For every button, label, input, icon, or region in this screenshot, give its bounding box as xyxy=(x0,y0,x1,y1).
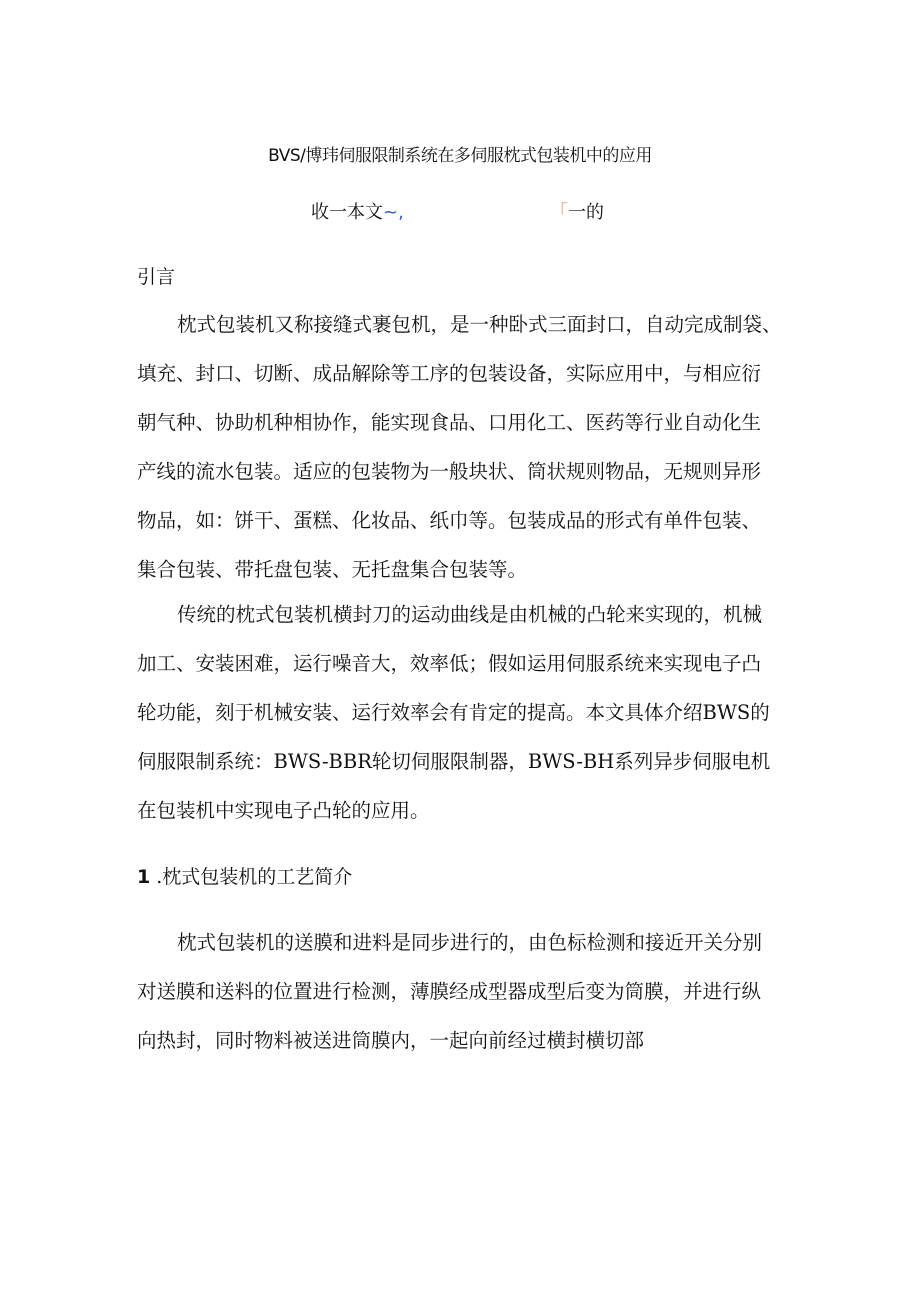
paragraph-line: 物品，如：饼干、蛋糕、化妆品、纸巾等。包装成品的形式有单件包装、 xyxy=(137,509,762,532)
section-1-paragraph xyxy=(137,918,787,1065)
document-title: BVS/博玮伺服限制系统在多伺服枕式包装机中的应用 xyxy=(268,146,652,166)
paragraph-line: 填充、封口、切断、成品解除等工序的包装设备，实际应用中，与相应衍 xyxy=(137,362,762,385)
section-1-number: 1 xyxy=(137,866,151,888)
section-1-title: .枕式包装机的工艺简介 xyxy=(156,866,353,888)
paragraph-line: 产线的流水包装。适应的包装物为一般块状、筒状规则物品，无规则异形 xyxy=(137,460,762,483)
intro-paragraph-1 xyxy=(137,300,787,594)
subtitle-left xyxy=(311,198,404,224)
intro-heading: 引言 xyxy=(137,266,176,288)
subtitle-right-bracket: 「 xyxy=(550,202,568,223)
intro-paragraph-2 xyxy=(137,590,787,835)
paragraph-line: 轮功能，刻于机械安装、运行效率会有肯定的提高。本文具体介绍BWS的 xyxy=(137,701,770,724)
subtitle-right-text: 一的 xyxy=(568,202,604,223)
paragraph-line: 传统的枕式包装机横封刀的运动曲线是由机械的凸轮来实现的，机械 xyxy=(177,603,763,626)
section-1-heading xyxy=(137,862,352,889)
paragraph-line: 枕式包装机的送膜和进料是同步进行的，由色标检测和接近开关分别 xyxy=(177,931,763,954)
paragraph-line: 伺服限制系统：BWS-BBR轮切伺服限制器，BWS-BH系列异步伺服电机 xyxy=(137,750,771,773)
paragraph-line: 加工、安装困难，运行噪音大，效率低；假如运用伺服系统来实现电子凸 xyxy=(137,652,762,675)
paragraph-line: 枕式包装机又称接缝式裹包机，是一种卧式三面封口，自动完成制袋、 xyxy=(177,313,782,336)
paragraph-line: 向热封，同时物料被送进筒膜内，一起向前经过横封横切部 xyxy=(137,1029,645,1052)
subtitle-right xyxy=(550,198,604,224)
paragraph-line: 朝气种、协助机种相协作，能实现食品、口用化工、医药等行业自动化生 xyxy=(137,411,762,434)
subtitle-left-mark: ~, xyxy=(383,202,404,223)
subtitle-left-text: 收一本文 xyxy=(311,202,383,223)
paragraph-line: 集合包装、带托盘包装、无托盘集合包装等。 xyxy=(137,558,528,581)
paragraph-line: 在包装机中实现电子凸轮的应用。 xyxy=(137,799,430,822)
paragraph-line: 对送膜和送料的位置进行检测，薄膜经成型器成型后变为筒膜，并进行纵 xyxy=(137,980,762,1003)
